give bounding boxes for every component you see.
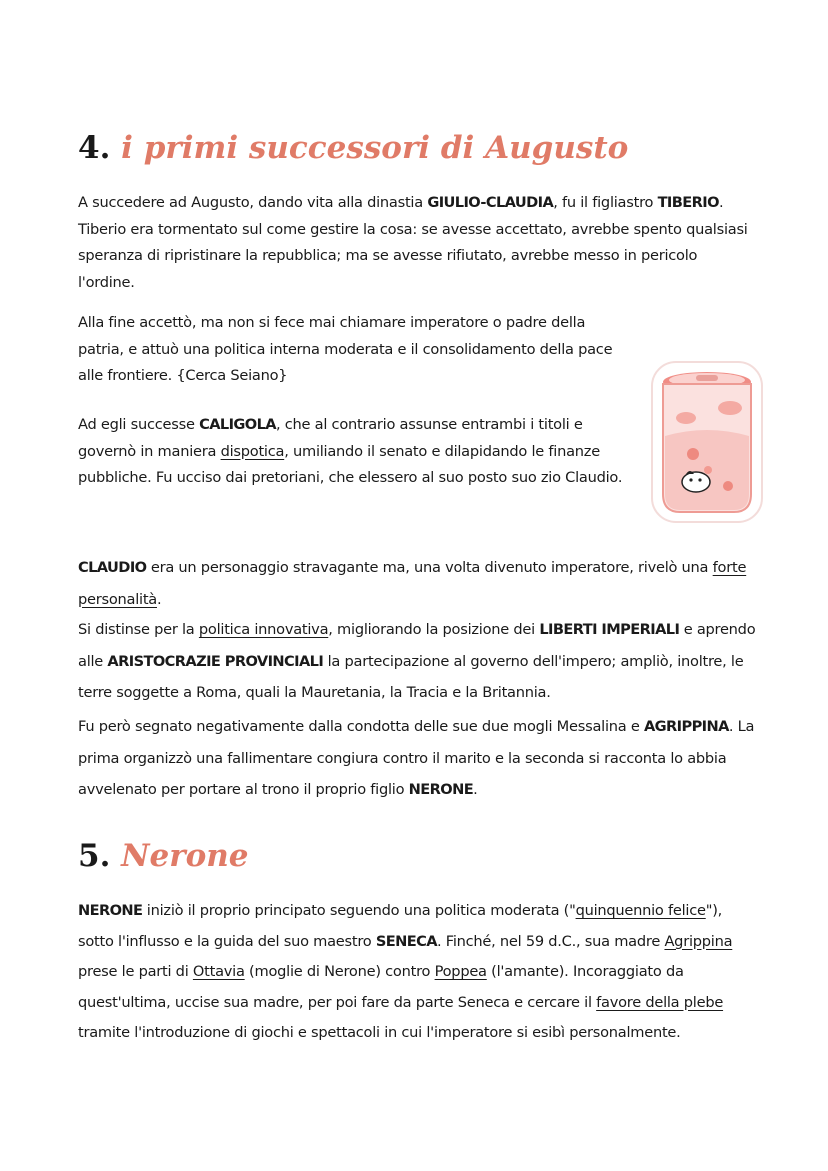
text-span: A succedere ad Augusto, dando vita alla dinastia — [78, 194, 428, 211]
section-4-title: i primi successori di Augusto — [121, 130, 629, 166]
text-span: la partecipazione al governo dell'impero; ampliò, inoltre, le terre soggette a Roma, quali la Mauretania, la Tracia e la Britannia. — [78, 652, 744, 701]
text-span: , fu il figliastro — [553, 194, 658, 211]
section-4-paragraph-1 — [78, 190, 758, 296]
section-4-number: 4. — [78, 130, 111, 166]
section-4-paragraph-6 — [78, 711, 758, 806]
section-4-paragraph-2: Alla fine accettò, ma non si fece mai chiamare imperatore o padre della patria, e attuò una politica interna moderata e il consolidamento della pace alle frontiere. {Cerca Seiano} — [78, 314, 613, 384]
section-5-title: Nerone — [121, 838, 249, 874]
section-5-number: 5. — [78, 838, 111, 874]
keyword-claudio: CLAUDIO — [78, 559, 147, 576]
section-5-heading — [78, 838, 249, 874]
keyword-aristocrazie-provinciali: ARISTOCRAZIE PROVINCIALI — [107, 652, 324, 670]
keyword-liberti-imperiali: LIBERTI IMPERIALI — [539, 621, 680, 638]
text-span: (l'amante). Incoraggiato da quest'ultima, uccise sua madre, per poi fare da parte Seneca e cercare il — [78, 963, 684, 1011]
keyword-nerone: NERONE — [78, 902, 143, 919]
text-span: . Finché, nel 59 d.C., sua madre — [436, 932, 665, 950]
soda-can-icon — [648, 358, 766, 526]
text-span: "), sotto l'influsso e la guida del suo maestro — [78, 902, 723, 950]
keyword-giulio-claudia: GIULIO-CLAUDIA — [427, 194, 554, 211]
underlined-ottavia: Ottavia — [192, 963, 245, 980]
section-4-paragraph-3 — [78, 412, 633, 492]
text-span: Si distinse per la — [78, 621, 199, 638]
keyword-tiberio: TIBERIO — [657, 194, 719, 211]
underlined-agrippina: Agrippina — [664, 932, 733, 950]
text-span: , che al contrario assunse entrambi i titoli e governò in maniera — [78, 416, 583, 460]
underlined-favore-della-plebe: favore della plebe — [596, 993, 724, 1011]
text-span: Fu però segnato negativamente dalla condotta delle sue due mogli Messalina e — [78, 718, 644, 735]
keyword-agrippina: AGRIPPINA — [643, 718, 729, 735]
keyword-seneca: SENECA — [375, 932, 437, 950]
section-4-heading — [78, 130, 628, 166]
text-span: , umiliando il senato e dilapidando le finanze pubbliche. Fu ucciso dai pretoriani, che elessero al suo posto suo zio Claudio. — [78, 442, 623, 486]
underlined-forte-personalita: forte personalità — [78, 559, 747, 608]
text-span: (moglie di Nerone) contro — [244, 963, 435, 980]
section-5-paragraph-1 — [78, 896, 758, 1049]
text-span: iniziò il proprio principato seguendo una politica moderata (" — [142, 902, 576, 919]
text-span: . — [473, 781, 478, 798]
text-span: e aprendo alle — [78, 621, 756, 670]
text-span: tramite l'introduzione di giochi e spettacoli in cui l'imperatore si esibì personalmente. — [78, 1024, 681, 1041]
text-span: . — [157, 590, 162, 608]
text-span: prese le parti di — [78, 963, 193, 980]
underlined-politica-innovativa: politica innovativa — [198, 621, 329, 638]
text-span: era un personaggio stravagante ma, una volta divenuto imperatore, rivelò una — [146, 559, 713, 576]
underlined-poppea: Poppea — [434, 963, 487, 980]
keyword-caligola: CALIGOLA — [199, 416, 276, 433]
section-4-paragraph-5 — [78, 614, 758, 709]
section-4-paragraph-4 — [78, 552, 758, 615]
underlined-dispotica: dispotica — [220, 442, 285, 460]
text-span: , migliorando la posizione dei — [328, 621, 540, 638]
text-span: . Tiberio era tormentato sul come gestire la cosa: se avesse accettato, avrebbe spento qualsiasi speranza di ripristinare la repubblica; ma se avesse rifiutato, avrebbe messo in pericolo l'ordine. — [78, 194, 748, 291]
text-span: Ad egli successe — [78, 416, 200, 433]
keyword-nerone: NERONE — [408, 781, 474, 798]
underlined-quinquennio-felice: quinquennio felice — [575, 902, 706, 919]
text-span: . La prima organizzò una fallimentare congiura contro il marito e la seconda si racconta lo abbia avvelenato per portare al trono il proprio figlio — [78, 718, 755, 798]
